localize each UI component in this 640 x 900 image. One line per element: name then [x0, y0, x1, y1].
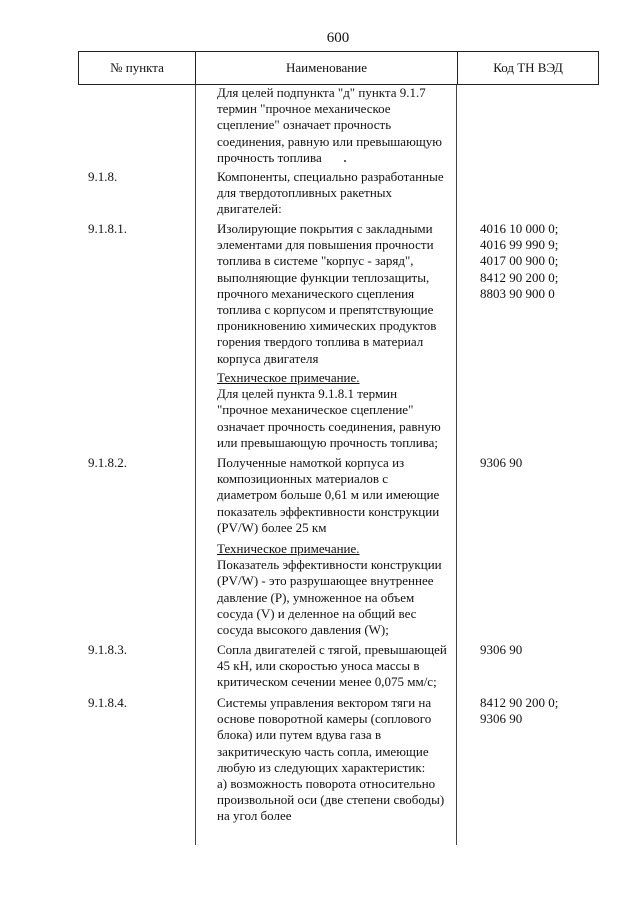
text-line: 45 кН, или скоростью уноса массы в [217, 658, 420, 674]
row-number: 9.1.8.1. [88, 221, 127, 236]
text-line: "прочное механическое сцепление" [217, 402, 414, 418]
text-line: показатель эффективности конструкции [217, 503, 440, 519]
row-description [217, 695, 469, 825]
header-number-column: № пункта [79, 52, 196, 84]
text-line: корпуса двигателя [217, 350, 319, 366]
text-line: Системы управления вектором тяги на [217, 695, 432, 710]
row-description [217, 85, 469, 166]
text-line: закритическую часть сопла, имеющие [217, 743, 429, 759]
text-line: Сопла двигателей с тягой, превышающей [217, 642, 447, 657]
tn-ved-code: 8412 90 200 0; [480, 695, 559, 710]
text-line: (PV/W) - это разрушающее внутреннее [217, 573, 434, 589]
tn-ved-code: 9306 90 [480, 455, 523, 470]
text-line: Полученные намоткой корпуса из [217, 455, 405, 470]
tn-ved-code: 4016 10 000 0; [480, 221, 559, 236]
text-line: сосуда (V) и деленное на общий вес [217, 605, 417, 621]
text-line: любую из следующих характеристик: [217, 759, 426, 775]
row-codes [480, 642, 522, 658]
tn-ved-code: 4017 00 900 0; [480, 253, 559, 269]
row-number: 9.1.8.2. [88, 455, 127, 470]
text-line: соединения, равную или превышающую [217, 133, 443, 149]
text-line: или превышающую прочность топлива; [217, 434, 439, 450]
text-line: (PV/W) более 25 км [217, 519, 327, 535]
text-line: диаметром больше 0,61 м или имеющие [217, 487, 440, 503]
text-line: на угол более [217, 808, 292, 824]
text-line: критическом сечении менее 0,075 мм/с; [217, 674, 437, 690]
text-line: а) возможность поворота относительно [217, 776, 436, 792]
text-line: сосуда высокого давления (W); [217, 622, 389, 638]
row-number: 9.1.8.3. [88, 642, 127, 657]
text-line: Для целей подпункта "д" пункта 9.1.7 [217, 85, 426, 100]
text-line: Компоненты, специально разработанные [217, 169, 444, 184]
row-codes [480, 455, 522, 471]
text-line: давление (P), умноженное на объем [217, 589, 415, 605]
text-line: Показатель эффективности конструкции [217, 557, 442, 573]
table-header [78, 51, 599, 85]
text-line: проникновению химических продуктов [217, 318, 437, 334]
page-number: 600 [326, 30, 350, 46]
row-codes [480, 221, 558, 302]
text-line: блока) или путем вдува газа в [217, 727, 382, 743]
text-line: означает прочность соединения, равную [217, 418, 441, 434]
text-line: основе поворотной камеры (соплового [217, 711, 432, 727]
text-line: прочного механического сцепления [217, 285, 415, 301]
row-number: 9.1.8. [88, 169, 118, 184]
text-line: композиционных материалов с [217, 471, 389, 487]
tn-ved-code: 8803 90 900 0 [480, 285, 555, 301]
tn-ved-code: 9306 90 [480, 642, 523, 657]
text-line: топлива в системе "корпус - заряд", [217, 253, 414, 269]
text-line: термин "прочное механическое [217, 101, 391, 117]
row-description [217, 221, 469, 367]
text-line: для твердотопливных ракетных [217, 185, 393, 201]
text-line: произвольной оси (две степени свободы) [217, 792, 445, 808]
tn-ved-code: 9306 90 [480, 711, 523, 727]
text-line: двигателей: [217, 201, 282, 217]
technical-note [217, 541, 469, 638]
note-title: Техническое примечание. [217, 370, 360, 385]
text-line: Изолирующие покрытия с закладными [217, 221, 433, 236]
text-line: топлива с корпусом и препятствующие [217, 302, 434, 318]
text-line: Для целей пункта 9.1.8.1 термин [217, 386, 398, 402]
header-code-column: Код ТН ВЭД [493, 60, 563, 75]
text-line: горения твердого топлива в материал [217, 334, 424, 350]
header-name-column: Наименование [196, 52, 458, 84]
row-number: 9.1.8.4. [88, 695, 127, 710]
row-codes [480, 695, 558, 727]
text-line: выполняющие функции теплозащиты, [217, 269, 430, 285]
text-line: элементами для повышения прочности [217, 237, 434, 253]
row-description [217, 455, 469, 536]
note-title: Техническое примечание. [217, 541, 360, 556]
row-description [217, 169, 469, 218]
tn-ved-code: 8412 90 200 0; [480, 269, 559, 285]
technical-note [217, 370, 469, 451]
scan-speck [344, 160, 346, 162]
text-line: прочность топлива [217, 149, 322, 165]
text-line: сцепление" означает прочность [217, 117, 392, 133]
tn-ved-code: 4016 99 990 9; [480, 237, 559, 253]
row-description [217, 642, 469, 691]
